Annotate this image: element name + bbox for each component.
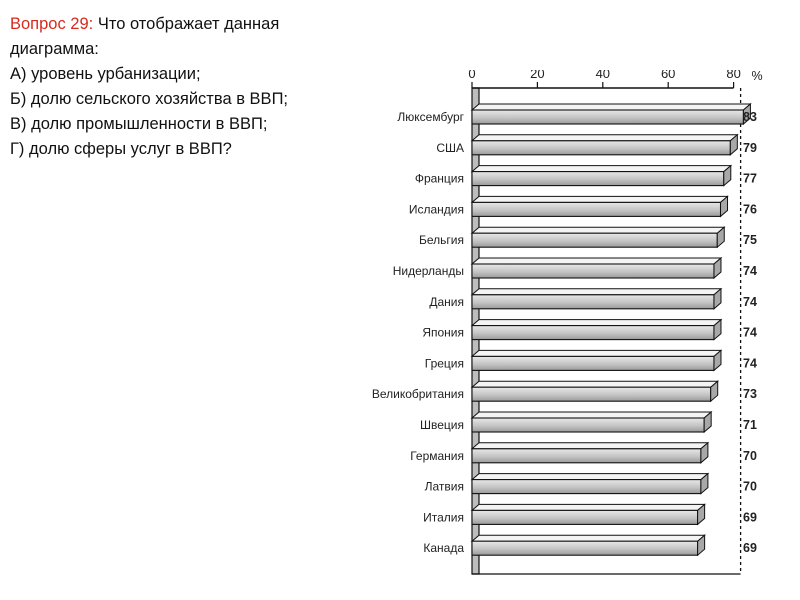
- unit-label: %: [751, 70, 763, 83]
- answer-option-a: А) уровень урбанизации;: [10, 65, 201, 83]
- category-label: Греция: [424, 356, 464, 371]
- value-label: 69: [743, 541, 757, 556]
- bar-top-face: [472, 166, 731, 172]
- category-label: Нидерланды: [392, 264, 464, 278]
- value-label: 74: [743, 294, 757, 309]
- bar-top-face: [472, 412, 711, 418]
- bar-top-face: [472, 443, 708, 449]
- question-title-cont: диаграмма:: [10, 40, 99, 58]
- bar-top-face: [472, 381, 718, 387]
- value-label: 83: [743, 110, 757, 124]
- answer-option-b: Б) долю сельского хозяйства в ВВП;: [10, 90, 289, 108]
- question-header: [10, 12, 400, 37]
- bar-top-face: [472, 227, 724, 233]
- bar-top-face: [472, 504, 705, 510]
- category-label: Бельгия: [419, 233, 464, 248]
- x-tick-label: 60: [660, 70, 676, 81]
- bar: [472, 510, 698, 524]
- x-tick-label: 80: [726, 70, 741, 81]
- bar-top-face: [472, 135, 737, 141]
- bar: [472, 449, 701, 463]
- category-label: Исландия: [408, 202, 464, 217]
- bar: [472, 418, 704, 432]
- bar: [472, 172, 724, 186]
- bar-chart: [330, 70, 770, 580]
- bar-top-face: [472, 474, 708, 480]
- question-number: Вопрос 29:: [10, 15, 94, 33]
- value-label: 79: [743, 140, 757, 155]
- category-label: Германия: [410, 448, 464, 463]
- value-label: 75: [743, 233, 757, 248]
- value-label: 71: [743, 418, 757, 432]
- value-label: 74: [743, 356, 757, 371]
- bar-top-face: [472, 289, 721, 295]
- value-label: 69: [743, 510, 757, 525]
- category-label: Япония: [422, 325, 464, 340]
- category-label: Латвия: [424, 479, 464, 494]
- value-label: 74: [743, 325, 757, 340]
- value-label: 70: [743, 479, 757, 494]
- bar-top-face: [472, 535, 705, 541]
- bar-top-face: [472, 350, 721, 356]
- category-label: Швеция: [420, 418, 464, 432]
- value-label: 77: [743, 171, 757, 186]
- bar: [472, 356, 714, 370]
- category-label: Великобритания: [371, 387, 464, 402]
- answer-option-c: В) долю промышленности в ВВП;: [10, 115, 268, 133]
- bar: [472, 326, 714, 340]
- category-label: Люксембург: [397, 110, 464, 124]
- bar-top-face: [472, 258, 721, 264]
- answer-option-d: Г) долю сферы услуг в ВВП?: [10, 140, 232, 158]
- bar: [472, 480, 701, 494]
- bar: [472, 233, 717, 247]
- category-label: Франция: [414, 171, 464, 186]
- bar-top-face: [472, 196, 728, 202]
- bar: [472, 110, 743, 124]
- category-label: Дания: [429, 294, 464, 309]
- bar: [472, 295, 714, 309]
- bar: [472, 141, 730, 155]
- x-tick-label: 20: [530, 70, 545, 81]
- bar-top-face: [472, 320, 721, 326]
- value-label: 76: [743, 202, 757, 217]
- bar: [472, 202, 721, 216]
- bar: [472, 264, 714, 278]
- category-label: США: [436, 140, 464, 155]
- category-label: Италия: [423, 510, 464, 525]
- x-tick-label: 0: [468, 70, 476, 81]
- category-label: Канада: [423, 541, 464, 556]
- bar: [472, 541, 698, 555]
- value-label: 74: [743, 264, 757, 278]
- question-title: Что отображает данная: [97, 15, 280, 33]
- value-label: 73: [743, 387, 757, 402]
- bar-top-face: [472, 104, 750, 110]
- value-label: 70: [743, 448, 757, 463]
- bar: [472, 387, 711, 401]
- x-tick-label: 40: [595, 70, 611, 81]
